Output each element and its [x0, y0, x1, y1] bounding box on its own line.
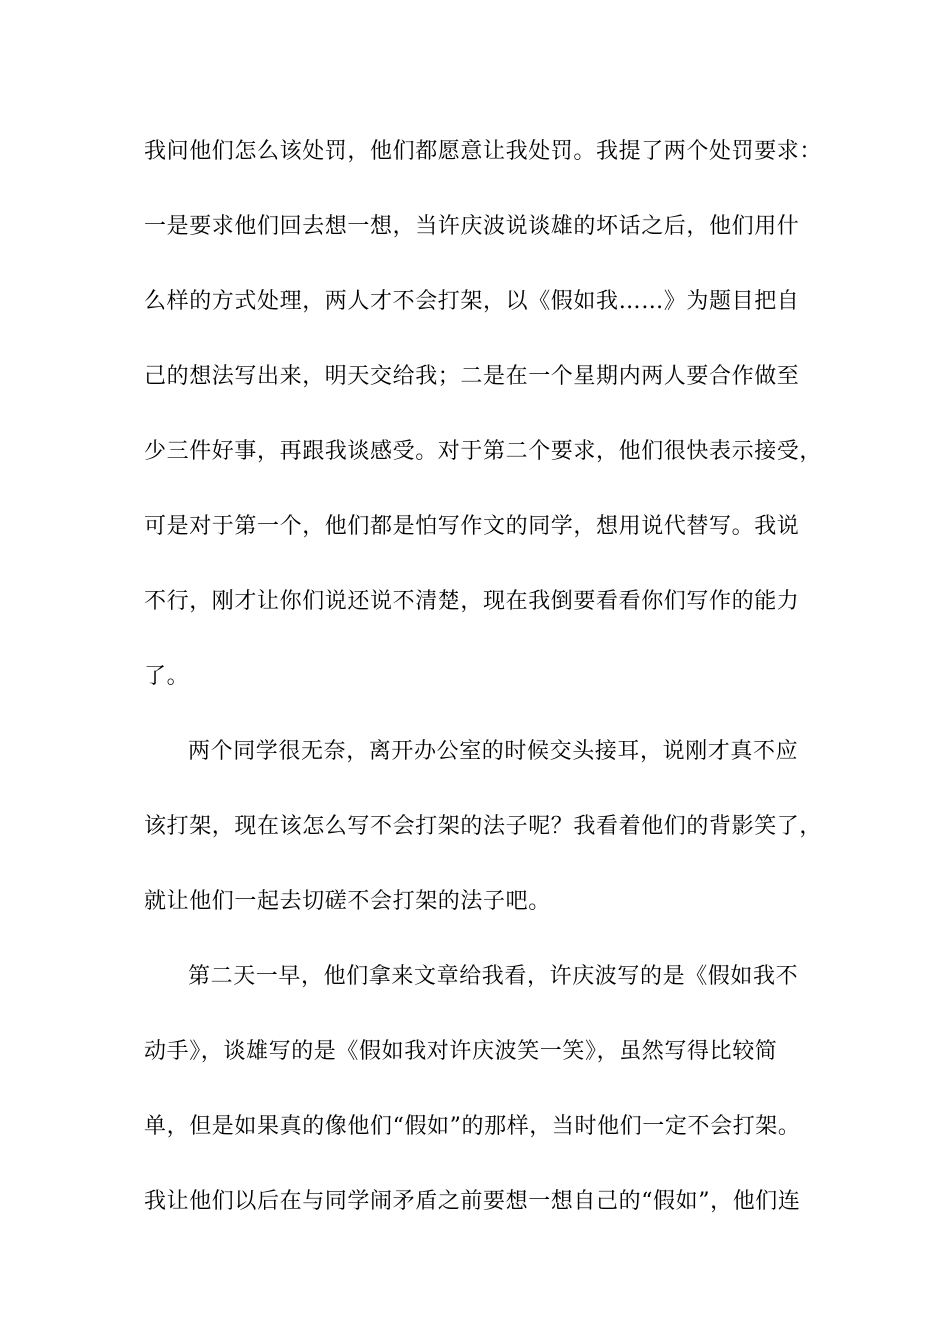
paragraph-3-line-3: 单，但是如果真的像他们“假如”的那样，当时他们一定不会打架。	[144, 1114, 801, 1139]
paragraph-1-line-7: 不行，刚才让你们说还说不清楚，现在我倒要看看你们写作的能力	[144, 589, 800, 614]
paragraph-2-line-2: 该打架，现在该怎么写不会打架的法子呢？我看着他们的背影笑了，	[144, 814, 823, 839]
paragraph-1-line-8: 了。	[144, 664, 190, 689]
paragraph-1-line-4: 己的想法写出来，明天交给我；二是在一个星期内两人要合作做至	[144, 364, 800, 389]
paragraph-1-line-5: 少三件好事，再跟我谈感受。对于第二个要求，他们很快表示接受，	[144, 439, 823, 464]
paragraph-1-line-6: 可是对于第一个，他们都是怕写作文的同学，想用说代替写。我说	[144, 514, 800, 539]
paragraph-3-line-4: 我让他们以后在与同学闹矛盾之前要想一想自己的“假如”，他们连	[144, 1189, 801, 1214]
paragraph-1-line-1: 我问他们怎么该处罚，他们都愿意让我处罚。我提了两个处罚要求：	[144, 139, 823, 164]
paragraph-2-line-3: 就让他们一起去切磋不会打架的法子吧。	[144, 889, 551, 914]
paragraph-1-line-3: 么样的方式处理，两人才不会打架，以《假如我……》为题目把自	[144, 289, 800, 314]
paragraph-3-line-2: 动手》，谈雄写的是《假如我对许庆波笑一笑》，虽然写得比较简	[144, 1039, 778, 1064]
paragraph-3-line-1: 第二天一早，他们拿来文章给我看，许庆波写的是《假如我不	[188, 964, 799, 989]
paragraph-2-line-1: 两个同学很无奈，离开办公室的时候交头接耳，说刚才真不应	[188, 739, 799, 764]
paragraph-1-line-2: 一是要求他们回去想一想，当许庆波说谈雄的坏话之后，他们用什	[144, 214, 800, 239]
